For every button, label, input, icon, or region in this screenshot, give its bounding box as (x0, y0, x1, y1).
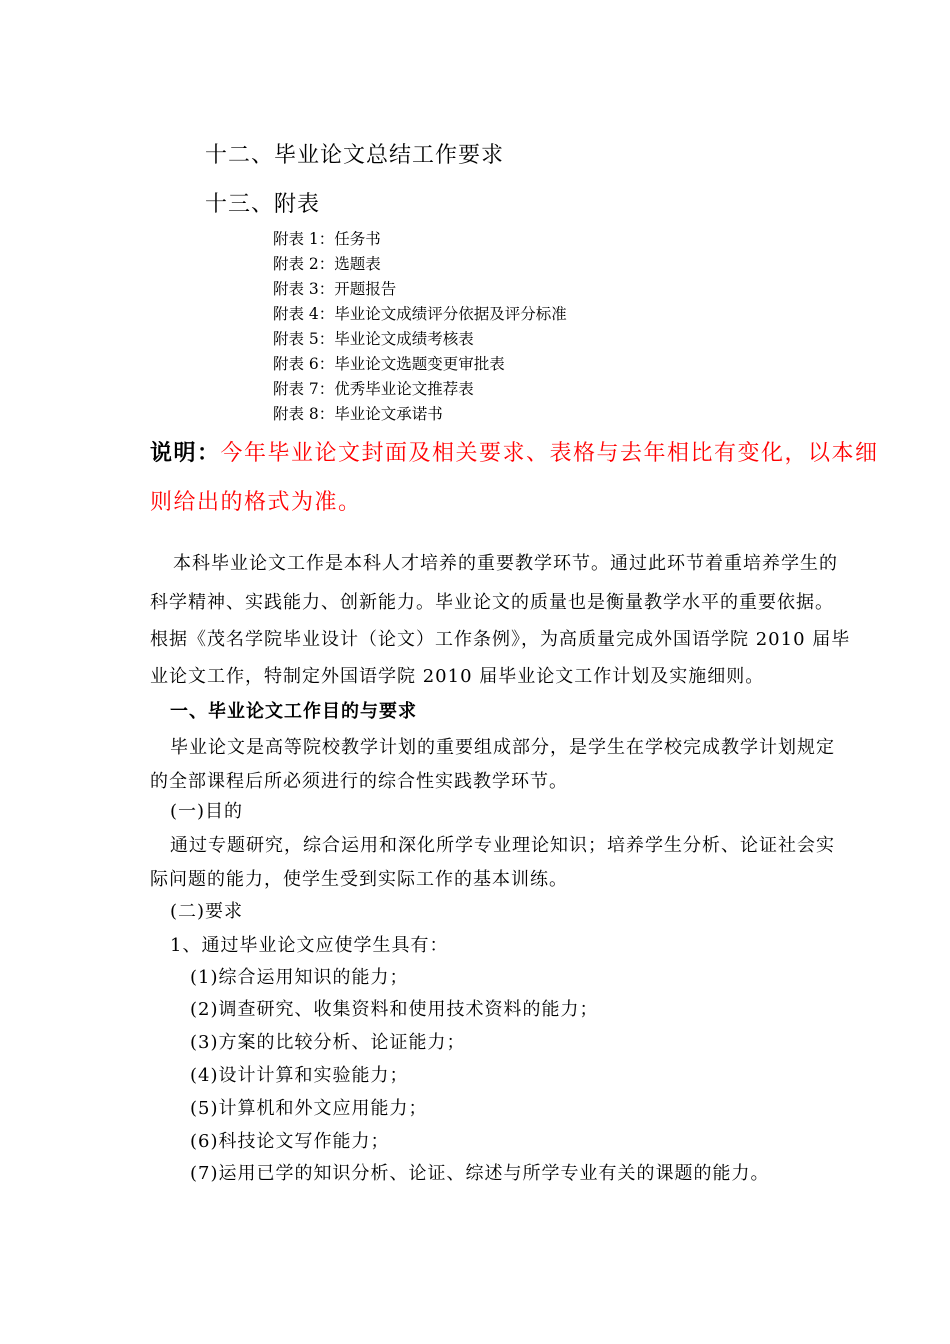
ability-item: (7)运用已学的知识分析、论证、综述与所学专业有关的课题的能力。 (190, 1163, 770, 1184)
toc-heading-13: 十三、附表 (205, 192, 321, 217)
appendix-item: 附表 7：优秀毕业论文推荐表 (273, 380, 474, 398)
ability-item: (6)科技论文写作能力； (190, 1131, 390, 1152)
appendix-item: 附表 6：毕业论文选题变更审批表 (273, 355, 505, 373)
requirement-heading: (二)要求 (170, 901, 244, 922)
ability-item: (1)综合运用知识的能力； (190, 967, 409, 988)
intro-line: 科学精神、实践能力、创新能力。毕业论文的质量也是衡量教学水平的重要依据。 (150, 592, 834, 613)
paragraph-line: 毕业论文是高等院校教学计划的重要组成部分，是学生在学校完成教学计划规定 (170, 737, 835, 758)
toc-heading-12: 十二、毕业论文总结工作要求 (205, 143, 505, 168)
intro-line: 业论文工作，特制定外国语学院 2010 届毕业论文工作计划及实施细则。 (150, 666, 765, 687)
note-line-1 (150, 436, 879, 467)
paragraph-line: 通过专题研究，综合运用和深化所学专业理论知识；培养学生分析、论证社会实 (170, 835, 835, 856)
note-text-2: 则给出的格式为准。 (150, 490, 362, 515)
intro-line: 根据《茂名学院毕业设计（论文）工作条例》，为高质量完成外国语学院 2010 届毕 (150, 629, 851, 650)
paragraph-line: 的全部课程后所必须进行的综合性实践教学环节。 (150, 771, 568, 792)
appendix-item: 附表 3：开题报告 (273, 280, 397, 298)
ability-item: (5)计算机和外文应用能力； (190, 1098, 428, 1119)
appendix-item: 附表 2：选题表 (273, 255, 381, 273)
ability-item: (4)设计计算和实验能力； (190, 1065, 409, 1086)
ability-item: (3)方案的比较分析、论证能力； (190, 1032, 466, 1053)
purpose-heading: (一)目的 (170, 801, 244, 822)
ability-item: (2)调查研究、收集资料和使用技术资料的能力； (190, 999, 599, 1020)
note-text-1: 今年毕业论文封面及相关要求、表格与去年相比有变化，以本细 (220, 441, 879, 466)
appendix-item: 附表 8：毕业论文承诺书 (273, 405, 443, 423)
appendix-item: 附表 4：毕业论文成绩评分依据及评分标准 (273, 305, 567, 323)
paragraph-line: 际问题的能力，使学生受到实际工作的基本训练。 (150, 869, 568, 890)
requirement-item: 1、通过毕业论文应使学生具有： (170, 935, 449, 956)
appendix-item: 附表 1：任务书 (273, 230, 381, 248)
appendix-item: 附表 5：毕业论文成绩考核表 (273, 330, 474, 348)
section-title: 一、毕业论文工作目的与要求 (170, 701, 417, 722)
intro-line: 本科毕业论文工作是本科人才培养的重要教学环节。通过此环节着重培养学生的 (173, 553, 838, 574)
note-label: 说明： (150, 440, 221, 466)
